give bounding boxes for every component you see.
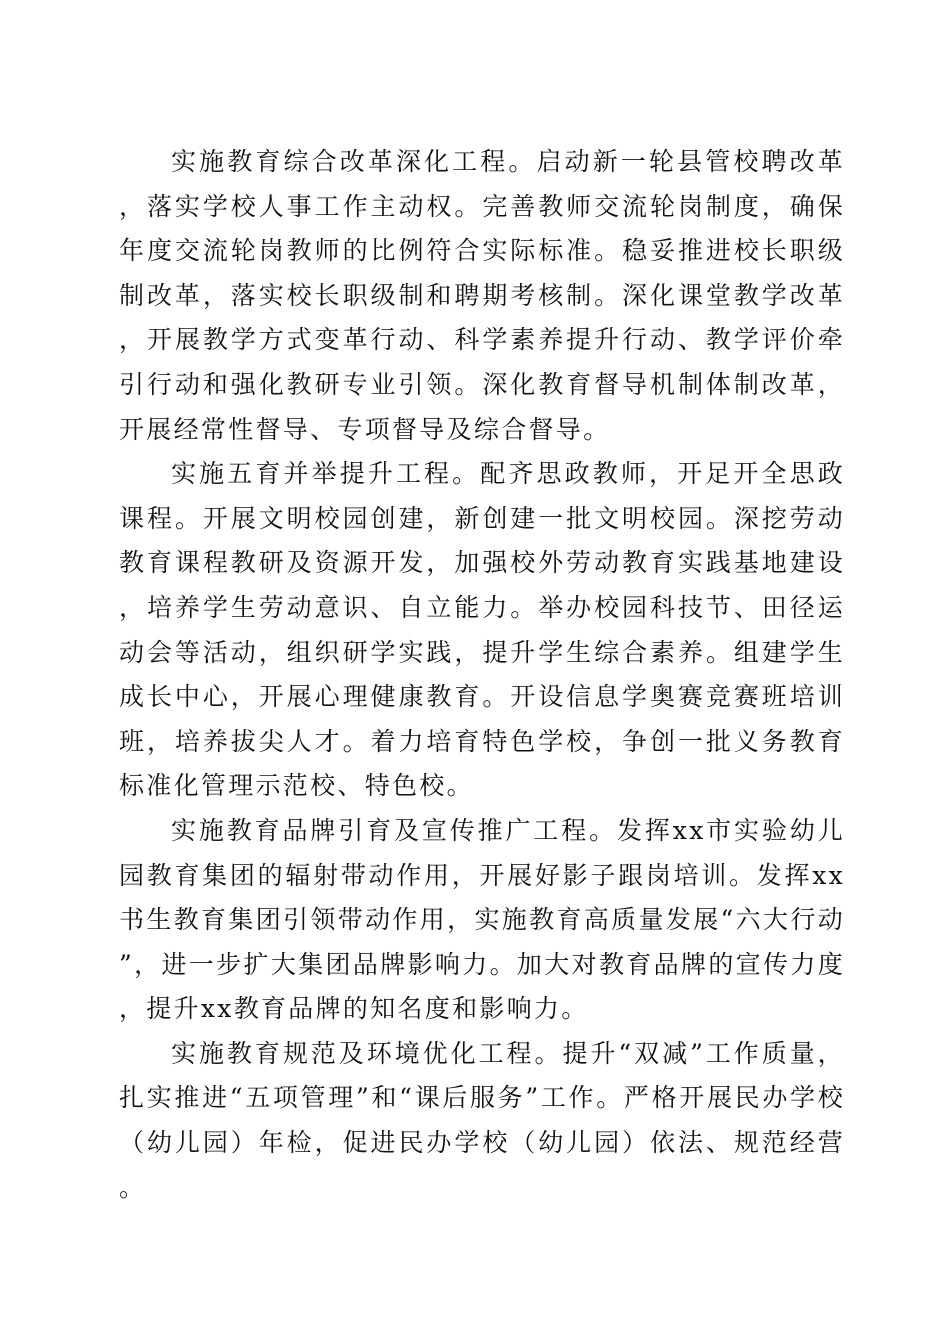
paragraph-education-brand: 实施教育品牌引育及宣传推广工程。发挥xx市实验幼儿园教育集团的辐射带动作用，开展好影子跟岗培训。发挥xx书生教育集团引领带动作用，实施教育高质量发展“六大行动”，进一步扩大集团品牌影响力。加大对教育品牌的宣传力度，提升xx教育品牌的知名度和影响力。 bbox=[119, 815, 845, 1024]
paragraph-five-education: 实施五育并举提升工程。配齐思政教师，开足开全思政课程。开展文明校园创建，新创建一批文明校园。深挖劳动教育课程教研及资源开发，加强校外劳动教育实践基地建设，培养学生劳动意识、自立能力。举办校园科技节、田径运动会等活动，组织研学实践，提升学生综合素养。组建学生成长中心，开展心理健康教育。开设信息学奥赛竞赛班培训班，培养拔尖人才。着力培育特色学校，争创一批义务教育标准化管理示范校、特色校。 bbox=[119, 459, 845, 801]
paragraph-education-reform: 实施教育综合改革深化工程。启动新一轮县管校聘改革，落实学校人事工作主动权。完善教师交流轮岗制度，确保年度交流轮岗教师的比例符合实际标准。稳妥推进校长职级制改革，落实校长职级制和聘期考核制。深化课堂教学改革，开展教学方式变革行动、科学素养提升行动、教学评价牵引行动和强化教研专业引领。深化教育督导机制体制改革，开展经常性督导、专项督导及综合督导。 bbox=[119, 147, 845, 444]
paragraph-education-regulation: 实施教育规范及环境优化工程。提升“双减”工作质量，扎实推进“五项管理”和“课后服务”工作。严格开展民办学校（幼儿园）年检，促进民办学校（幼儿园）依法、规范经营。 bbox=[119, 1038, 845, 1202]
document-body bbox=[119, 140, 845, 1210]
